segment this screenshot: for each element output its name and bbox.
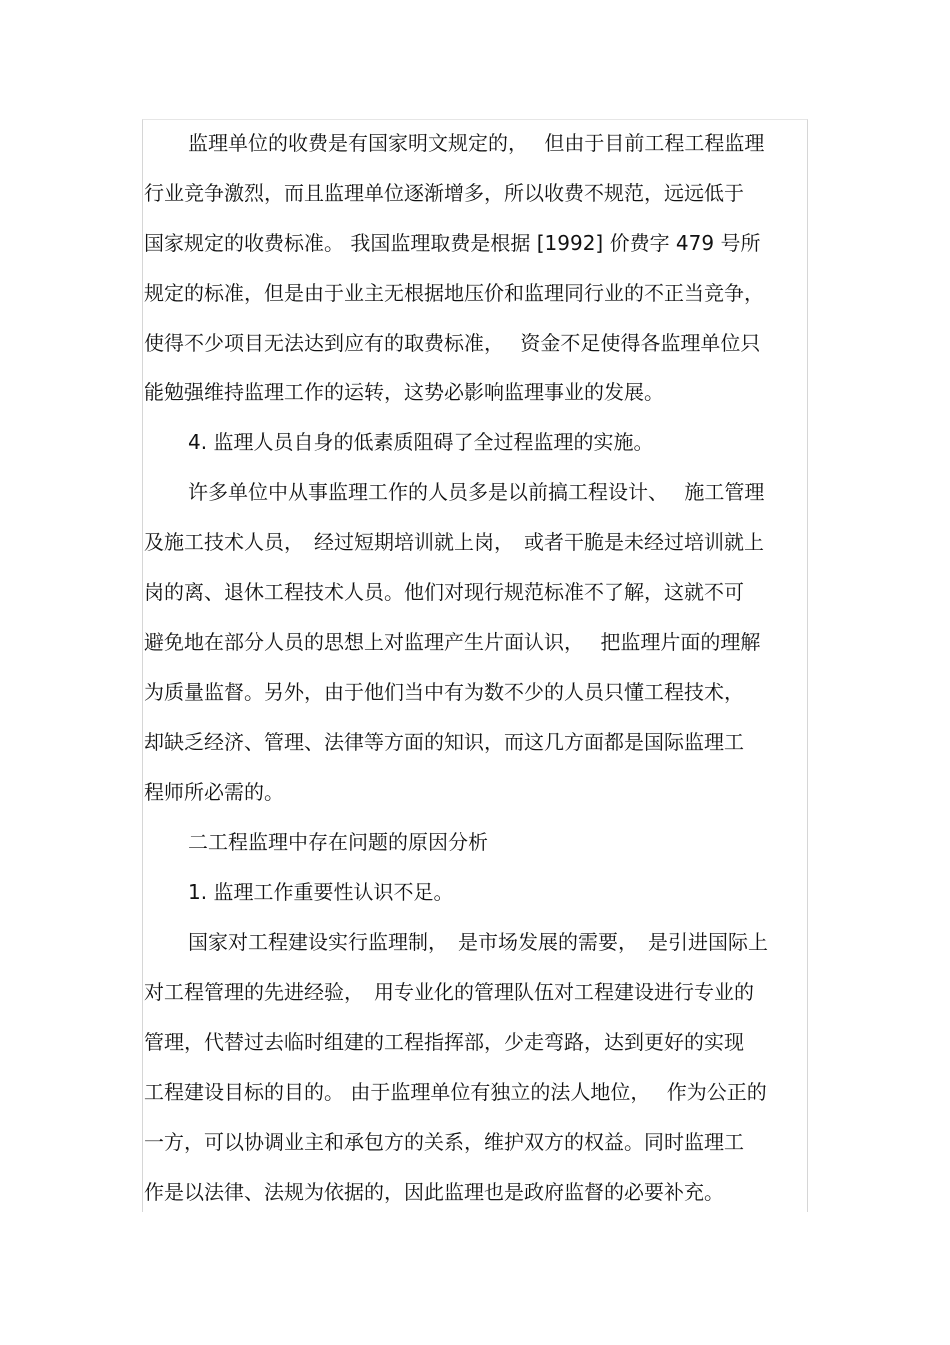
text-line: 却缺乏经济、管理、法律等方面的知识，而这几方面都是国际监理工: [144, 730, 744, 754]
text-line: 使得不少项目无法达到应有的取费标准， 资金不足使得各监理单位只: [144, 331, 761, 355]
text-line: 管理，代替过去临时组建的工程指挥部，少走弯路，达到更好的实现: [144, 1030, 744, 1054]
text-line: 行业竞争激烈，而且监理单位逐渐增多，所以收费不规范，远远低于: [144, 181, 744, 205]
text-line: 能勉强维持监理工作的运转，这势必影响监理事业的发展。: [144, 380, 664, 404]
text-line: 一方，可以协调业主和承包方的关系，维护双方的权益。同时监理工: [144, 1130, 744, 1154]
section-heading: 1. 监理工作重要性认识不足。: [188, 880, 454, 904]
text-line: 监理单位的收费是有国家明文规定的， 但由于目前工程工程监理: [188, 131, 765, 155]
text-line: 国家对工程建设实行监理制， 是市场发展的需要， 是引进国际上: [188, 930, 768, 954]
section-heading: 4. 监理人员自身的低素质阻碍了全过程监理的实施。: [188, 430, 654, 454]
text-line: 岗的离、退休工程技术人员。他们对现行规范标准不了解，这就不可: [144, 580, 744, 604]
text-line: 作是以法律、法规为依据的，因此监理也是政府监督的必要补充。: [144, 1180, 724, 1204]
text-line: 避免地在部分人员的思想上对监理产生片面认识， 把监理片面的理解: [144, 630, 761, 654]
text-line: 许多单位中从事监理工作的人员多是以前搞工程设计、 施工管理: [188, 480, 765, 504]
text-line: 程师所必需的。: [144, 780, 284, 804]
text-line: 规定的标准，但是由于业主无根据地压价和监理同行业的不正当竞争，: [144, 281, 764, 305]
section-heading: 二工程监理中存在问题的原因分析: [188, 830, 488, 854]
text-line: 为质量监督。另外，由于他们当中有为数不少的人员只懂工程技术，: [144, 680, 744, 704]
text-line: 对工程管理的先进经验， 用专业化的管理队伍对工程建设进行专业的: [144, 980, 754, 1004]
text-line: 国家规定的收费标准。 我国监理取费是根据 [1992] 价费字 479 号所: [144, 231, 761, 255]
text-line: 及施工技术人员， 经过短期培训就上岗， 或者干脆是未经过培训就上: [144, 530, 764, 554]
text-line: 工程建设目标的目的。 由于监理单位有独立的法人地位， 作为公正的: [144, 1080, 767, 1104]
